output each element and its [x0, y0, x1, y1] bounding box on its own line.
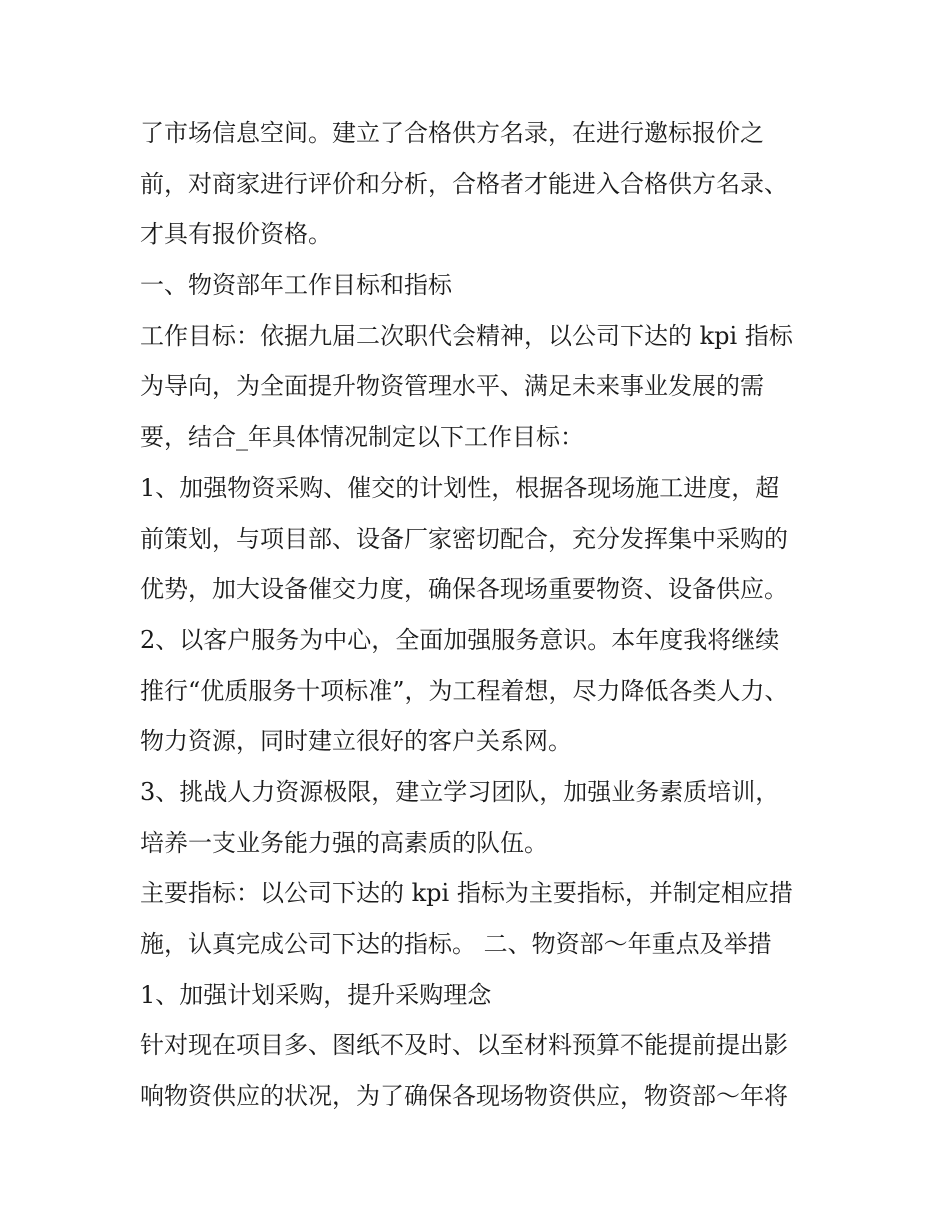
section-heading: 一、物资部年工作目标和指标 — [140, 271, 452, 300]
text-line: 为导向，为全面提升物资管理水平、满足未来事业发展的需 — [140, 372, 764, 401]
text-line: 物力资源，同时建立很好的客户关系网。 — [140, 727, 572, 756]
document-body — [140, 108, 830, 1122]
text-line: 前，对商家进行评价和分析，合格者才能进入合格供方名录、 — [140, 169, 788, 198]
text-line: 优势，加大设备催交力度，确保各现场重要物资、设备供应。 — [140, 575, 788, 604]
text-line: 针对现在项目多、图纸不及时、以至材料预算不能提前提出影 — [140, 1031, 788, 1060]
text-line: 主要指标：以公司下达的 kpi 指标为主要指标，并制定相应措 — [140, 879, 793, 908]
text-line: 响物资供应的状况，为了确保各现场物资供应，物资部～年将 — [140, 1082, 788, 1111]
text-line: 才具有报价资格。 — [140, 220, 332, 249]
text-line: 了市场信息空间。建立了合格供方名录，在进行邀标报价之 — [140, 119, 764, 147]
list-item-text: 1、加强物资采购、催交的计划性，根据各现场施工进度，超 — [140, 473, 780, 502]
text-line: 推行“优质服务十项标准”，为工程着想，尽力降低各类人力、 — [140, 676, 789, 705]
text-line: 施，认真完成公司下达的指标。 二、物资部～年重点及举措 — [140, 930, 772, 958]
list-item-text: 1、加强计划采购，提升采购理念 — [140, 980, 492, 1009]
text-line: 培养一支业务能力强的高素质的队伍。 — [140, 828, 548, 857]
text-line: 前策划，与项目部、设备厂家密切配合，充分发挥集中采购的 — [140, 524, 788, 553]
text-line: 要，结合_年具体情况制定以下工作目标： — [140, 423, 584, 452]
text-line: 工作目标：依据九届二次职代会精神，以公司下达的 kpi 指标 — [140, 321, 793, 350]
list-item-text: 3、挑战人力资源极限，建立学习团队，加强业务素质培训， — [140, 777, 780, 806]
list-item-text: 2、以客户服务为中心，全面加强服务意识。本年度我将继续 — [140, 625, 780, 654]
